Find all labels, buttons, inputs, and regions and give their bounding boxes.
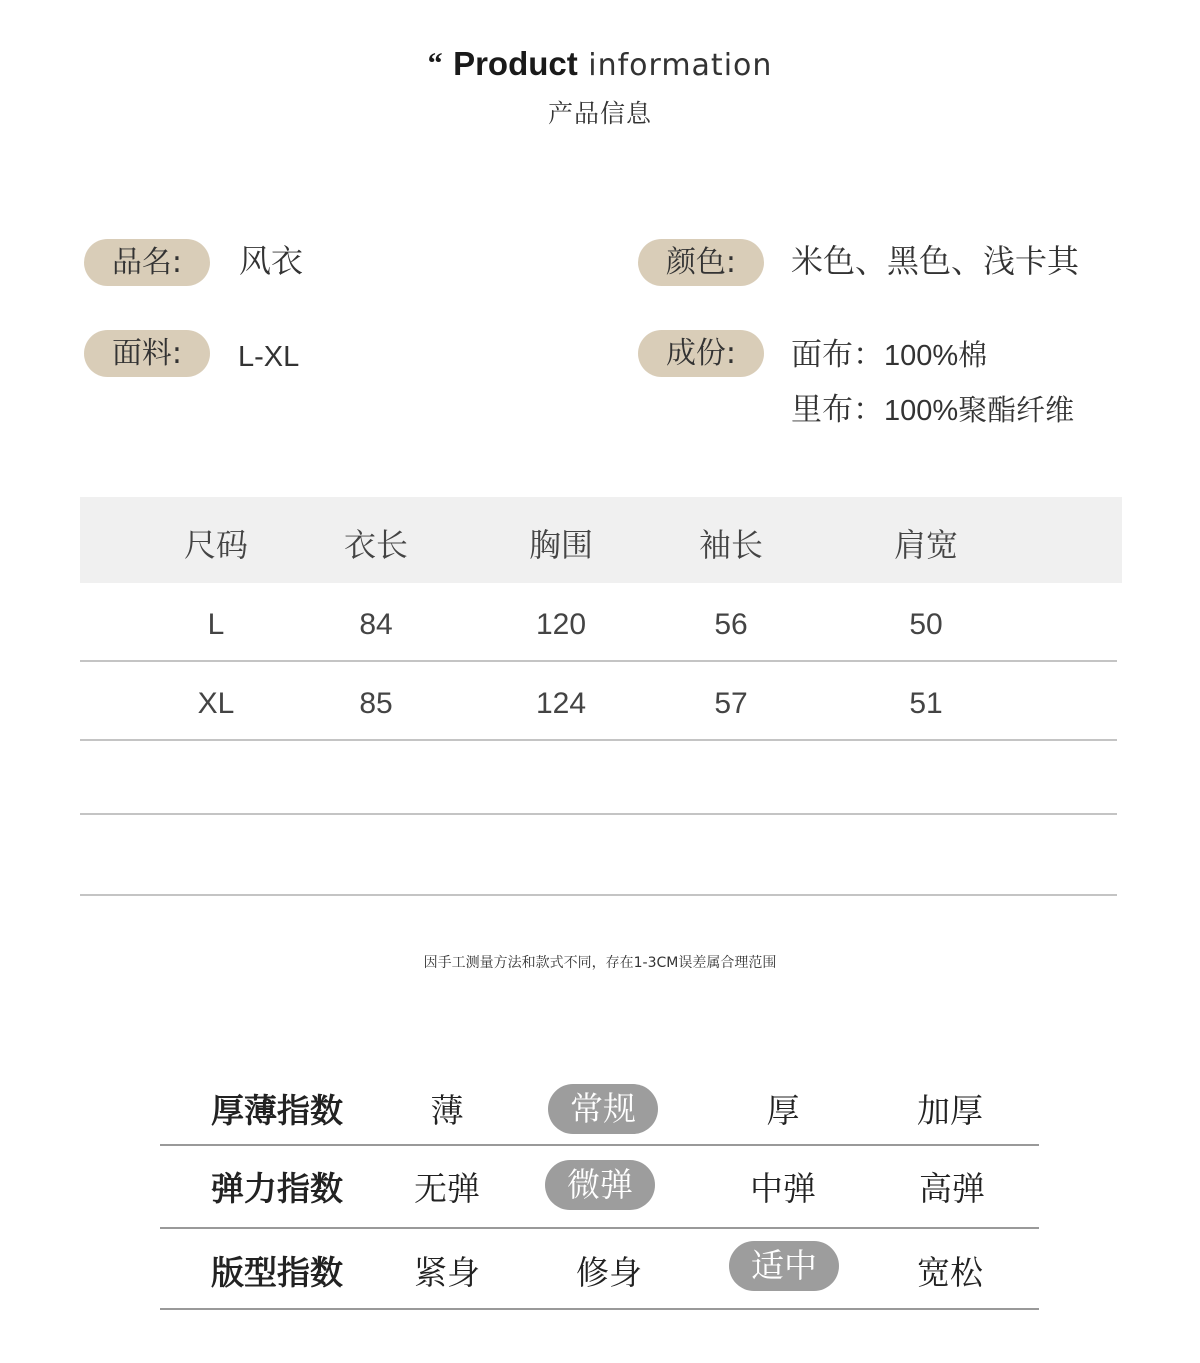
table-cell: 57 [714, 687, 748, 720]
elasticity-index-row [160, 1146, 1039, 1229]
header-chest: 胸围 [528, 526, 593, 564]
thickness-index-row [160, 1068, 1039, 1146]
table-cell: 84 [359, 608, 393, 641]
measurement-note: 因手工测量方法和款式不同，存在1-3CM误差属合理范围 [423, 955, 777, 971]
header-sleeve: 袖长 [698, 526, 763, 564]
table-row-empty [80, 741, 1117, 815]
composition-outer-value: 100%棉 [884, 340, 988, 372]
title-light: information [588, 48, 773, 83]
page-title [0, 42, 1200, 88]
header-length: 衣长 [343, 526, 408, 564]
fabric-label: 面料: [84, 330, 210, 377]
fit-option: 紧身 [414, 1253, 480, 1292]
composition-lining [791, 388, 1074, 433]
size-table [80, 497, 1122, 896]
page-subtitle: 产品信息 [547, 99, 652, 128]
fabric-value: L-XL [238, 341, 300, 373]
elasticity-option-selected [510, 1160, 690, 1210]
table-row [80, 662, 1117, 741]
index-table [160, 1068, 1039, 1310]
title-bold: Product [453, 45, 578, 82]
fit-option: 宽松 [917, 1253, 983, 1292]
quote-mark: “ [427, 47, 443, 80]
thickness-option-selected [513, 1084, 693, 1134]
selected-highlight: 适中 [729, 1241, 839, 1291]
table-cell: 51 [909, 687, 943, 720]
size-table-header [80, 497, 1122, 583]
fit-option-selected [694, 1241, 874, 1291]
selected-highlight: 常规 [548, 1084, 658, 1134]
thickness-index-label: 厚薄指数 [211, 1091, 343, 1130]
fit-index-row [160, 1229, 1039, 1310]
composition-outer-prefix: 面布： [791, 337, 884, 373]
header-shoulder: 肩宽 [893, 526, 958, 564]
table-cell: L [207, 608, 225, 641]
table-cell: 85 [359, 687, 393, 720]
composition-label: 成份: [638, 330, 764, 377]
table-row [80, 583, 1117, 662]
elasticity-option: 高弹 [919, 1169, 985, 1208]
composition-lining-value: 100%聚酯纤维 [884, 395, 1075, 427]
name-label: 品名: [84, 239, 210, 286]
table-row-empty [80, 815, 1117, 896]
thickness-option: 加厚 [917, 1091, 983, 1130]
composition-lining-prefix: 里布： [791, 392, 884, 428]
color-value: 米色、黑色、浅卡其 [791, 242, 1080, 280]
table-cell: 56 [714, 608, 748, 641]
elasticity-option: 中弹 [750, 1169, 816, 1208]
elasticity-option: 无弹 [414, 1169, 480, 1208]
composition-outer [791, 333, 987, 378]
table-cell: 120 [535, 608, 587, 641]
table-cell: 124 [535, 687, 587, 720]
table-cell: 50 [909, 608, 943, 641]
elasticity-index-label: 弹力指数 [211, 1169, 343, 1208]
thickness-option: 薄 [430, 1091, 464, 1130]
header-size: 尺码 [183, 526, 248, 564]
fit-option: 修身 [576, 1253, 642, 1292]
name-value: 风衣 [239, 242, 304, 280]
selected-highlight: 微弹 [545, 1160, 655, 1210]
thickness-option: 厚 [766, 1091, 800, 1130]
table-cell: XL [197, 687, 235, 720]
fit-index-label: 版型指数 [211, 1253, 343, 1292]
color-label: 颜色: [638, 239, 764, 286]
